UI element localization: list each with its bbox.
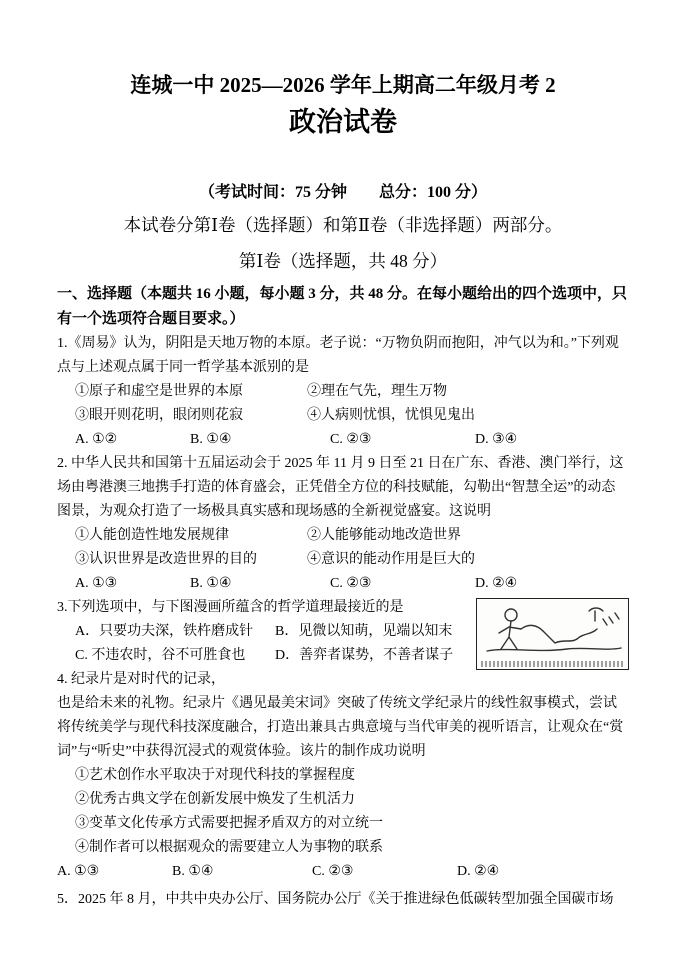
question-5 (57, 888, 629, 912)
question-3 (57, 596, 629, 668)
question-4-option-2: ②优秀古典文学在创新发展中焕发了生机活力 (75, 792, 355, 807)
option-3: ③认识世界是改造世界的目的 (75, 552, 257, 567)
question-1-options-line-2 (57, 404, 629, 428)
exam-title: 连城一中 2025—2026 学年上期高二年级月考 2 (130, 73, 556, 97)
part-one-title: 第Ⅰ卷（选择题，共 48 分） (238, 251, 448, 271)
choice-a: A. ①② (75, 432, 118, 447)
question-4-option-3: ③变革文化传承方式需要把握矛盾双方的对立统一 (75, 816, 383, 831)
question-2-options-line-2 (57, 548, 629, 572)
option-4: ④人病则忧惧，忧惧见鬼出 (307, 408, 475, 423)
question-4-option-4: ④制作者可以根据观众的需要建立人为事物的联系 (75, 840, 383, 855)
cartoon-caption-illegible-text (481, 661, 624, 667)
choice-b: B. ①④ (172, 864, 214, 879)
choice-c: C. ②③ (330, 576, 372, 591)
question-1-answer-choices (57, 428, 629, 452)
question-2-answer-choices (57, 572, 629, 596)
cartoon-drawing (477, 599, 627, 657)
question-3-stem: 3.下列选项中，与下图漫画所蕴含的哲学道理最接近的是 (57, 600, 404, 615)
question-1 (57, 332, 629, 452)
choice-c: C. ②③ (330, 432, 372, 447)
choice-b: B．见微以知萌，见端以知末 (275, 624, 453, 639)
question-4-stem-intro: 4. 纪录片是对时代的记录， (57, 672, 225, 687)
choice-d: D. ②④ (457, 864, 500, 879)
question-2 (57, 452, 629, 596)
section-instruction: 一、选择题（本题共 16 小题，每小题 3 分，共 48 分。在每小题给出的四个选项中，只有一个选项符合题目要求。） (57, 286, 628, 327)
choice-d: D. ②④ (475, 576, 518, 591)
option-1: ①原子和虚空是世界的本原 (75, 384, 243, 399)
question-1-options-line-1 (57, 380, 629, 404)
option-3: ③眼开则花明，眼闭则花寂 (75, 408, 243, 423)
paper-structure-note: 本试卷分第Ⅰ卷（选择题）和第Ⅱ卷（非选择题）两部分。 (123, 215, 563, 235)
choice-c: C. ②③ (312, 864, 354, 879)
question-4-stem: 也是给未来的礼物。纪录片《遇见最美宋词》突破了传统文学纪录片的线性叙事模式，尝试将传统美学与现代科技深度融合，打造出兼具古典意境与当代审美的视听语言，让观众在“赏词”与“听史”中获得沉浸式的观赏体验。该片的制作成功说明 (57, 696, 624, 759)
choice-a: A. ①③ (75, 576, 118, 591)
exam-info-line: （考试时间：75 分钟 总分：100 分） (198, 184, 487, 201)
choice-c: C. 不违农时，谷不可胜食也 (75, 648, 246, 663)
option-2: ②人能够能动地改造世界 (307, 528, 461, 543)
option-2: ②理在气先，理生万物 (307, 384, 447, 399)
cartoon-image (476, 598, 629, 670)
option-4: ④意识的能动作用是巨大的 (307, 552, 475, 567)
choice-b: B. ①④ (190, 576, 232, 591)
question-2-stem: 2. 中华人民共和国第十五届运动会于 2025 年 11 月 9 日至 21 日在广东、香港、澳门举行，这场由粤港澳三地携手打造的体育盛会，正凭借全方位的科技赋能，勾勒出“智慧全运”的动态图景，为观众打造了一场极具真实感和现场感的全新视觉盛宴。这说明 (57, 456, 624, 519)
choice-d: D．善弈者谋势，不善者谋子 (275, 648, 454, 663)
choice-d: D. ③④ (475, 432, 518, 447)
question-5-stem: 5．2025 年 8 月，中共中央办公厅、国务院办公厅《关于推进绿色低碳转型加强全国碳市场 (57, 892, 614, 907)
choice-a: A. ①③ (57, 864, 100, 879)
question-4 (57, 668, 629, 884)
question-4-option-1: ①艺术创作水平取决于对现代科技的掌握程度 (75, 768, 355, 783)
question-4-answer-choices (57, 860, 629, 884)
choice-a: A．只要功夫深，铁杵磨成针 (75, 624, 254, 639)
choice-b: B. ①④ (190, 432, 232, 447)
question-1-stem: 1.《周易》认为，阴阳是天地万物的本原。老子说：“万物负阴而抱阳，冲气以为和。”下列观点与上述观点属于同一哲学基本派别的是 (57, 336, 619, 375)
exam-subtitle: 政治试卷 (289, 107, 397, 137)
question-2-options-line-1 (57, 524, 629, 548)
option-1: ①人能创造性地发展规律 (75, 528, 229, 543)
